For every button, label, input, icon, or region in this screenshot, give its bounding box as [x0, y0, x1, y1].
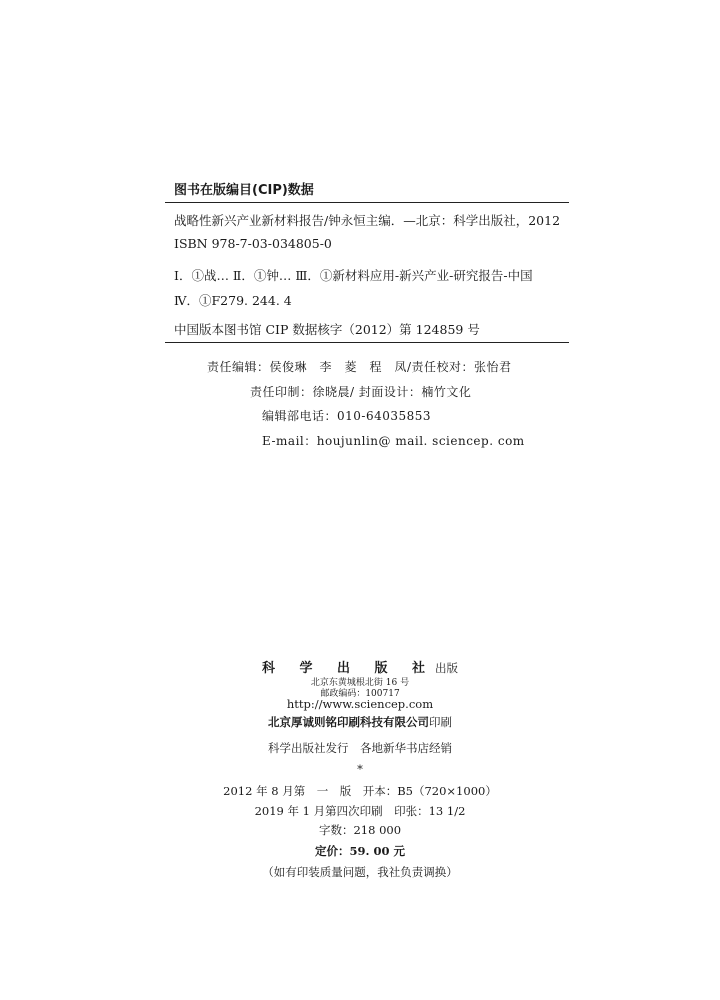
- publisher-line: [0, 657, 720, 676]
- separator-star: *: [357, 762, 363, 776]
- publisher-name: 科 学 出 版 社: [261, 661, 436, 676]
- cip-bibliographic-line: 战略性新兴产业新材料报告/钟永恒主编．—北京：科学出版社，2012: [174, 213, 561, 228]
- cip-isbn: ISBN 978-7-03-034805-0: [174, 236, 332, 251]
- publisher-postcode: 邮政编码：100717: [320, 689, 400, 699]
- cip-title: 图书在版编目(CIP)数据: [174, 183, 314, 198]
- cip-classification-2: Ⅳ．①F279. 244. 4: [174, 293, 292, 308]
- word-count: 字数：218 000: [318, 823, 402, 837]
- publisher-name-suffix: 出版: [435, 661, 459, 675]
- credits-printing-cover: 责任印制：徐晓晨/ 封面设计：楠竹文化: [250, 385, 472, 399]
- cip-classification-1: Ⅰ．①战… Ⅱ．①钟… Ⅲ．①新材料应用-新兴产业-研究报告-中国: [174, 268, 533, 283]
- distribution: 科学出版社发行 各地新华书店经销: [268, 741, 452, 755]
- cip-bottom-rule: [165, 342, 569, 343]
- cip-number: 中国版本图书馆 CIP 数据核字（2012）第 124859 号: [174, 322, 480, 337]
- publisher-address: 北京东黄城根北街 16 号: [310, 678, 410, 688]
- credits-editors: 责任编辑：侯俊琳 李 菱 程 凤/责任校对：张怡君: [207, 360, 512, 374]
- print-run-info: 2019 年 1 月第四次印刷 印张：13 1/2: [254, 804, 466, 818]
- quality-notice: （如有印装质量问题，我社负责调换）: [262, 865, 458, 879]
- edition-info: 2012 年 8 月第 一 版 开本：B5（720×1000）: [223, 784, 497, 798]
- publisher-url: http://www.sciencep.com: [286, 697, 434, 711]
- credits-phone: 编辑部电话：010-64035853: [262, 409, 432, 423]
- credits-email: E-mail：houjunlin@ mail. sciencep. com: [262, 434, 525, 448]
- price: 定价：59. 00 元: [314, 844, 406, 858]
- cip-top-rule: [165, 202, 569, 203]
- printer-line: [0, 714, 720, 730]
- printer-suffix: 印刷: [429, 715, 452, 729]
- printer-name: 北京厚诚则铭印刷科技有限公司: [268, 715, 429, 729]
